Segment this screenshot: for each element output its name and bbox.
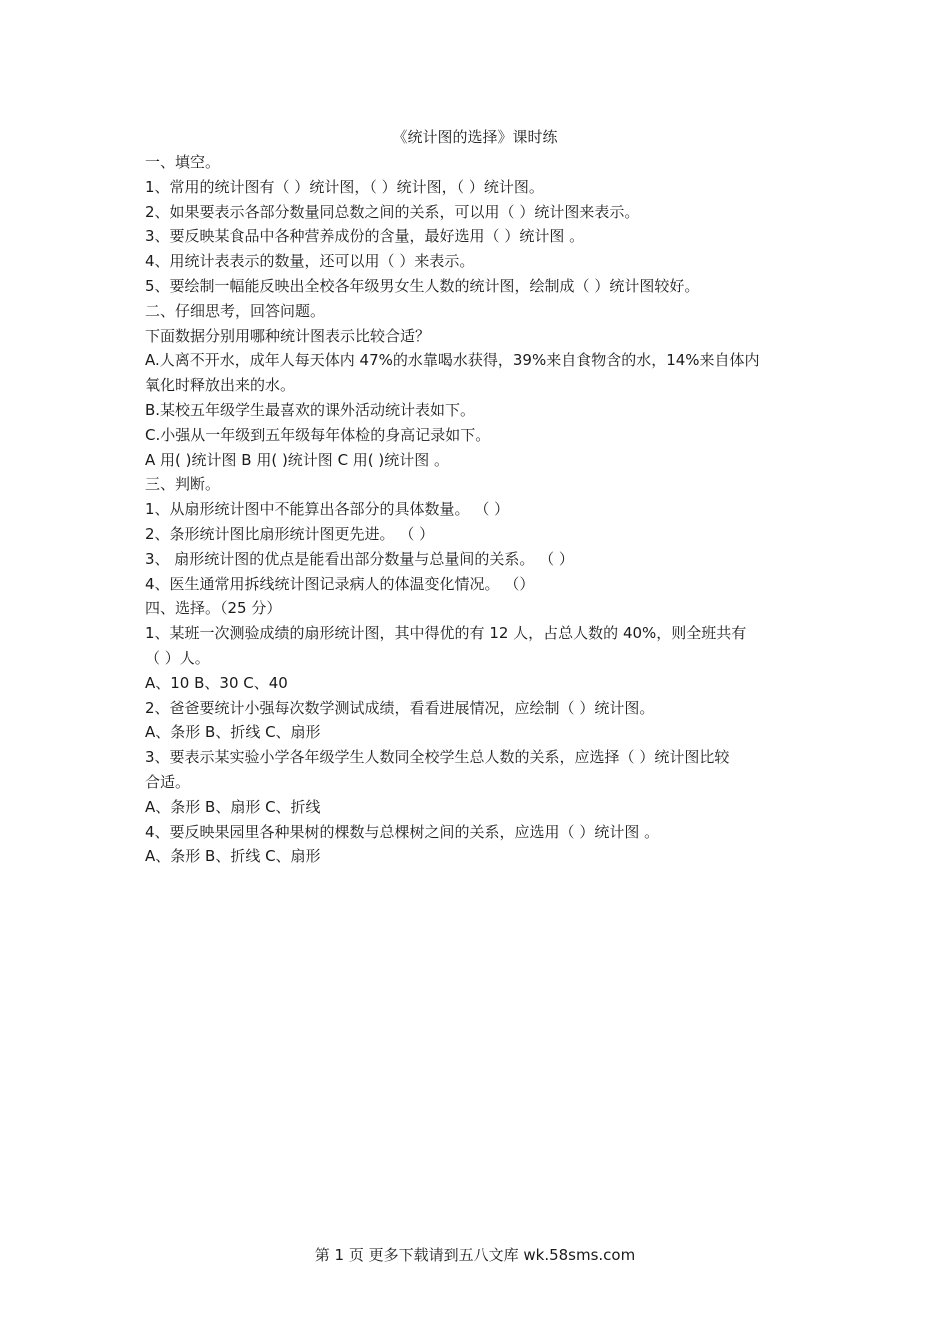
choice-question-3-continued: 合适。 xyxy=(145,772,191,791)
choice-options-4: A、条形 B、折线 C、扇形 xyxy=(145,847,321,866)
choice-options-2: A、条形 B、折线 C、扇形 xyxy=(145,723,321,742)
think-answer-blanks: A 用( )统计图 B 用( )统计图 C 用( )统计图 。 xyxy=(145,450,450,469)
page-footer: 第 1 页 更多下载请到五八文库 wk.58sms.com xyxy=(314,1246,636,1264)
fill-blank-question-3: 3、要反映某食品中各种营养成份的含量，最好选用（ ）统计图 。 xyxy=(145,227,585,246)
choice-options-3: A、条形 B、扇形 C、折线 xyxy=(145,797,321,816)
think-answer-item-b: B.某校五年级学生最喜欢的课外活动统计表如下。 xyxy=(145,400,476,419)
document-body xyxy=(145,150,810,869)
fill-blank-question-5: 5、要绘制一幅能反映出全校各年级男女生人数的统计图，绘制成（ ）统计图较好。 xyxy=(145,276,700,295)
choice-question-2: 2、爸爸要统计小强每次数学测试成绩，看看进展情况，应绘制（ ）统计图。 xyxy=(145,698,655,717)
judge-question-1: 1、从扇形统计图中不能算出各部分的具体数量。 （ ） xyxy=(145,500,510,519)
fill-blank-question-1: 1、常用的统计图有（ ）统计图，（ ）统计图，（ ）统计图。 xyxy=(145,177,544,196)
choice-options-1: A、10 B、30 C、40 xyxy=(145,673,288,692)
judge-question-4: 4、医生通常用拆线统计图记录病人的体温变化情况。 （） xyxy=(145,574,535,593)
choice-question-3: 3、要表示某实验小学各年级学生人数同全校学生总人数的关系，应选择（ ）统计图比较 xyxy=(145,748,730,767)
choice-question-1-continued: （ ）人。 xyxy=(145,648,210,667)
section-heading-judge: 三、判断。 xyxy=(145,475,221,494)
think-answer-item-a: A.人离不开水，成年人每天体内 47%的水靠喝水获得，39%来自食物含的水，14%来自体内 xyxy=(145,351,760,370)
judge-question-3: 3、 扇形统计图的优点是能看出部分数量与总量间的关系。 （ ） xyxy=(145,549,574,568)
choice-question-4: 4、要反映果园里各种果树的棵数与总棵树之间的关系，应选用（ ）统计图 。 xyxy=(145,822,660,841)
judge-question-2: 2、条形统计图比扇形统计图更先进。 （ ） xyxy=(145,524,435,543)
think-answer-item-c: C.小强从一年级到五年级每年体检的身高记录如下。 xyxy=(145,425,491,444)
think-answer-prompt: 下面数据分别用哪种统计图表示比较合适？ xyxy=(145,326,431,345)
section-heading-think-answer: 二、仔细思考，回答问题。 xyxy=(145,301,326,320)
section-heading-fill-blank: 一、填空。 xyxy=(145,153,221,171)
document-title: 《统计图的选择》课时练 xyxy=(392,128,558,146)
fill-blank-question-4: 4、用统计表表示的数量，还可以用（ ）来表示。 xyxy=(145,252,475,271)
section-heading-choice: 四、选择。（25 分） xyxy=(145,599,282,618)
think-answer-item-a-continued: 氧化时释放出来的水。 xyxy=(145,376,296,395)
fill-blank-question-2: 2、如果要表示各部分数量同总数之间的关系，可以用（ ）统计图来表示。 xyxy=(145,202,640,221)
choice-question-1: 1、某班一次测验成绩的扇形统计图，其中得优的有 12 人，占总人数的 40%，则全班共有 xyxy=(145,624,747,643)
